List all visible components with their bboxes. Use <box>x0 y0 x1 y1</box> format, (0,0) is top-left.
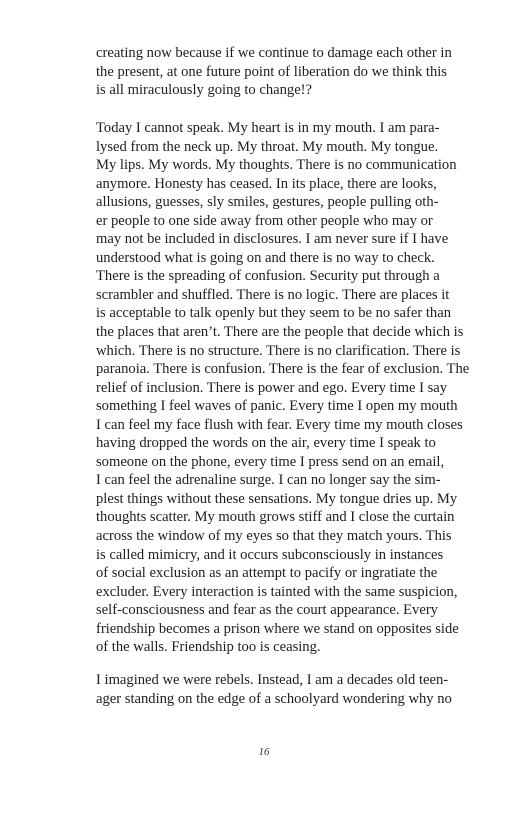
text-line: which. There is no structure. There is no clarification. There is <box>96 342 461 359</box>
text-line: thoughts scatter. My mouth grows stiff and I close the curtain <box>96 509 455 526</box>
text-line: someone on the phone, every time I press send on an email, <box>96 453 445 470</box>
text-line: self-consciousness and fear as the court appearance. Every <box>96 602 438 619</box>
text-line: scrambler and shuffled. There is no logic. There are places it <box>96 286 450 303</box>
text-line: paranoia. There is confusion. There is the fear of exclusion. The <box>96 361 470 378</box>
text-line: er people to one side away from other people who may or <box>96 212 433 229</box>
paragraph <box>96 119 482 657</box>
text-line: may not be included in disclosures. I am never sure if I have <box>96 231 449 248</box>
text-line: across the window of my eyes so that they match yours. This <box>96 528 452 545</box>
text-line: is acceptable to talk openly but they seem to be no safer than <box>96 305 451 322</box>
text-line: friendship becomes a prison where we stand on opposites side <box>96 620 459 637</box>
page-number: 16 <box>258 746 270 758</box>
text-line: the places that aren’t. There are the people that decide which is <box>96 324 464 341</box>
text-line: anymore. Honesty has ceased. In its place, there are looks, <box>96 175 437 192</box>
text-line: I imagined we were rebels. Instead, I am a decades old teen- <box>96 672 449 688</box>
text-line: of social exclusion as an attempt to pacify or ingratiate the <box>96 565 438 582</box>
text-line: plest things without these sensations. My tongue dries up. My <box>96 490 458 507</box>
text-line: is called mimicry, and it occurs subconsciously in instances <box>96 546 444 563</box>
text-line: allusions, guesses, sly smiles, gestures, people pulling oth- <box>96 194 439 211</box>
text-line: relief of inclusion. There is power and ego. Every time I say <box>96 379 448 396</box>
text-line: There is the spreading of confusion. Security put through a <box>96 268 440 285</box>
paragraph <box>96 44 482 100</box>
text-line: ager standing on the edge of a schoolyard wondering why no <box>96 690 452 707</box>
text-line: the present, at one future point of liberation do we think this <box>96 63 447 80</box>
text-line: My lips. My words. My thoughts. There is no communication <box>96 157 457 174</box>
text-line: Today I cannot speak. My heart is in my mouth. I am para- <box>96 120 440 136</box>
text-line: something I feel waves of panic. Every time I open my mouth <box>96 398 458 415</box>
text-line: lysed from the neck up. My throat. My mouth. My tongue. <box>96 138 439 155</box>
text-line: excluder. Every interaction is tainted with the same suspicion, <box>96 583 458 600</box>
text-line: understood what is going on and there is no way to check. <box>96 249 435 266</box>
text-line: is all miraculously going to change!? <box>96 82 313 99</box>
text-line: having dropped the words on the air, every time I speak to <box>96 435 436 452</box>
text-line: I can feel the adrenaline surge. I can no longer say the sim- <box>96 472 441 489</box>
text-line: I can feel my face flush with fear. Every time my mouth closes <box>96 416 463 433</box>
text-line: of the walls. Friendship too is ceasing. <box>96 639 321 656</box>
paragraph <box>96 671 482 708</box>
text-line: creating now because if we continue to damage each other in <box>96 45 452 61</box>
